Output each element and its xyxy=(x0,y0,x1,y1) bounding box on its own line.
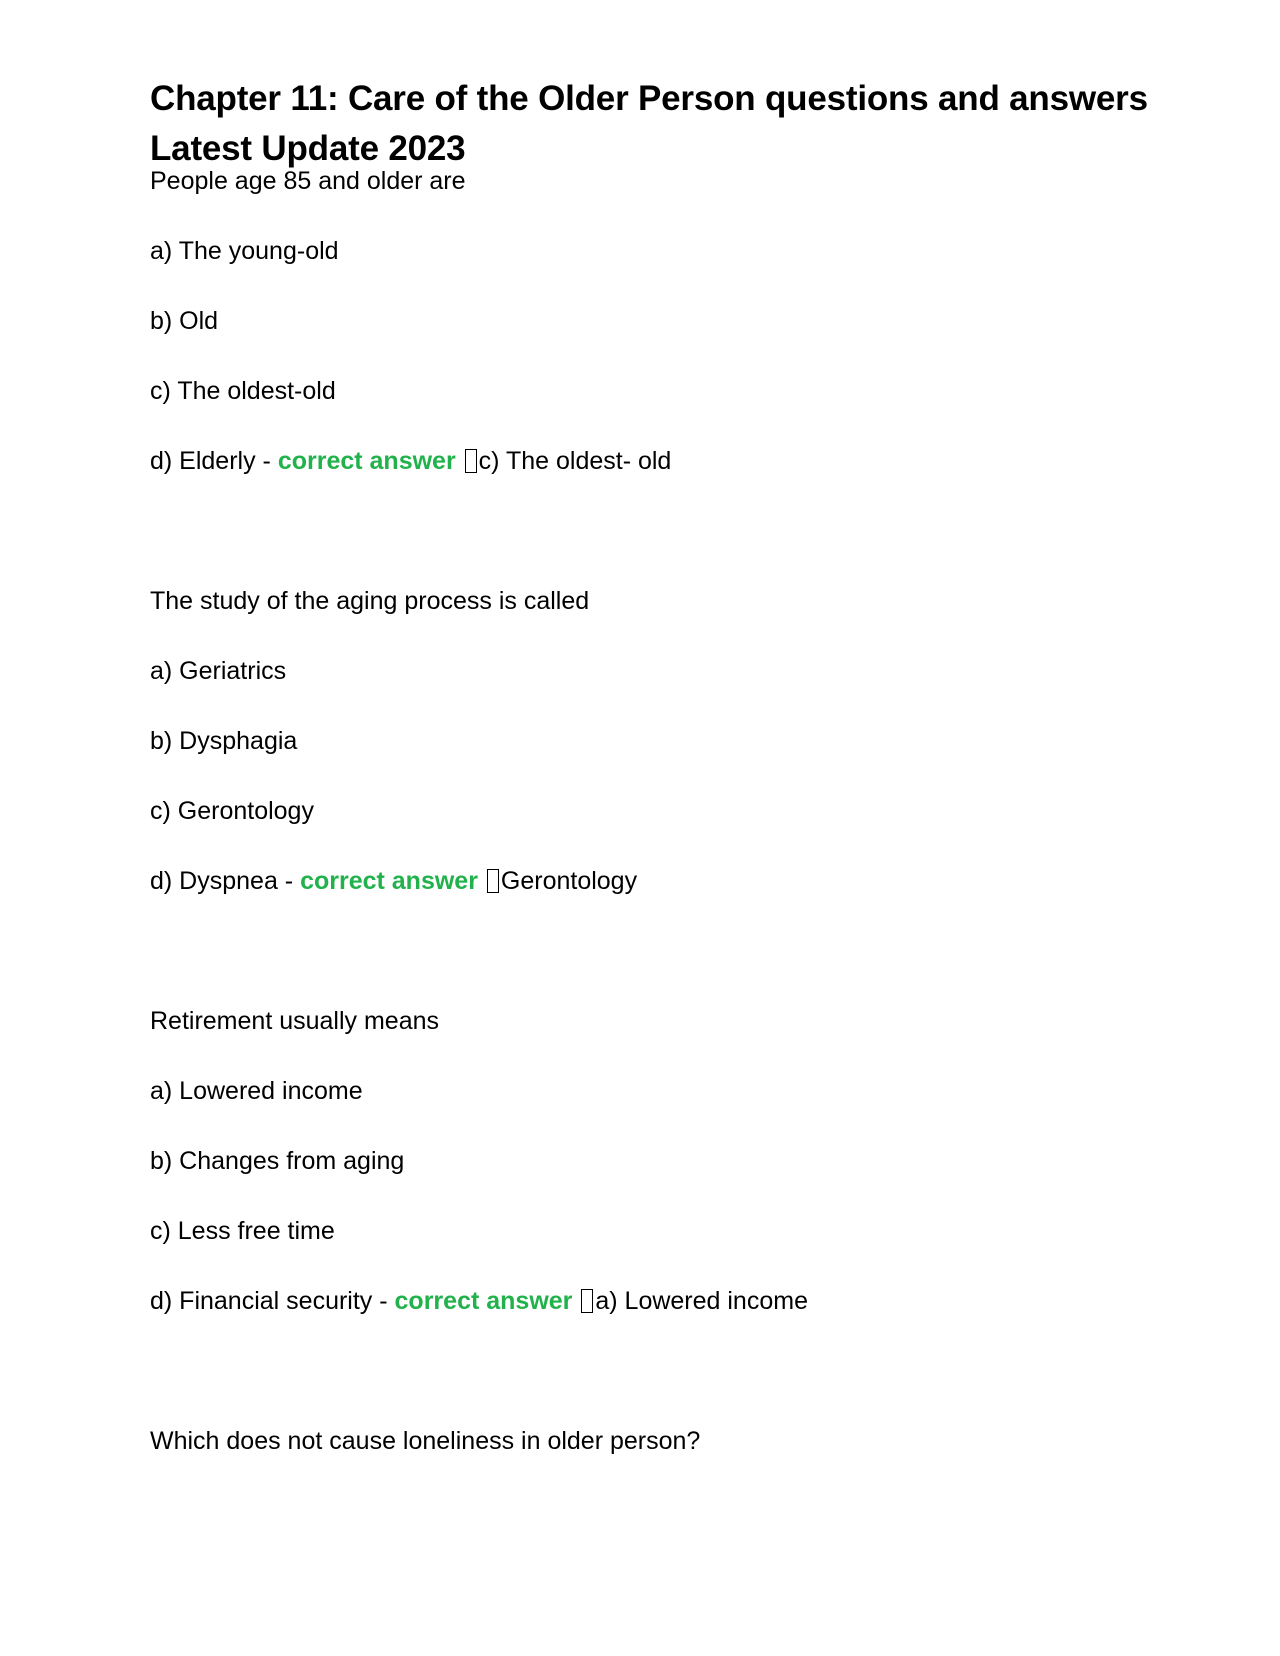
option-text: d) Elderly - xyxy=(150,447,278,475)
answer-option: a) The young-old xyxy=(150,237,339,265)
missing-glyph-box-icon xyxy=(581,1289,593,1313)
answer-option: b) Old xyxy=(150,307,219,335)
question-prompt: Which does not cause loneliness in older person? xyxy=(150,1427,701,1455)
answer-option-with-key xyxy=(150,1286,1150,1316)
answer-option: a) Geriatrics xyxy=(150,657,287,685)
answer-option-with-key xyxy=(150,866,1150,896)
question-prompt: People age 85 and older are xyxy=(150,167,466,195)
correct-answer-label: correct answer xyxy=(277,447,456,475)
answer-option: b) Dysphagia xyxy=(150,727,298,755)
correct-answer-label: correct answer xyxy=(394,1287,573,1315)
correct-answer-text: Gerontology xyxy=(500,867,638,895)
correct-answer-text: c) The oldest- old xyxy=(478,447,672,475)
option-text: d) Financial security - xyxy=(150,1287,395,1315)
question-prompt: Retirement usually means xyxy=(150,1007,440,1035)
answer-option: b) Changes from aging xyxy=(150,1147,405,1175)
question-block xyxy=(150,166,1150,476)
missing-glyph-box-icon xyxy=(487,869,499,893)
missing-glyph-box-icon xyxy=(465,449,477,473)
question-prompt: The study of the aging process is called xyxy=(150,587,590,615)
answer-option-with-key xyxy=(150,446,1150,476)
answer-option: c) Less free time xyxy=(150,1217,335,1245)
question-block xyxy=(150,1006,1150,1316)
document-title: Chapter 11: Care of the Older Person questions and answers Latest Update 2023 xyxy=(150,79,1148,168)
answer-option: c) Gerontology xyxy=(150,797,314,825)
question-block xyxy=(150,586,1150,896)
answer-option: c) The oldest-old xyxy=(150,377,336,405)
document-page xyxy=(150,74,1150,1456)
question-block xyxy=(150,1426,1150,1456)
correct-answer-text: a) Lowered income xyxy=(595,1287,808,1315)
correct-answer-label: correct answer xyxy=(300,867,478,895)
answer-option: a) Lowered income xyxy=(150,1077,363,1105)
option-text: d) Dyspnea - xyxy=(150,867,301,895)
